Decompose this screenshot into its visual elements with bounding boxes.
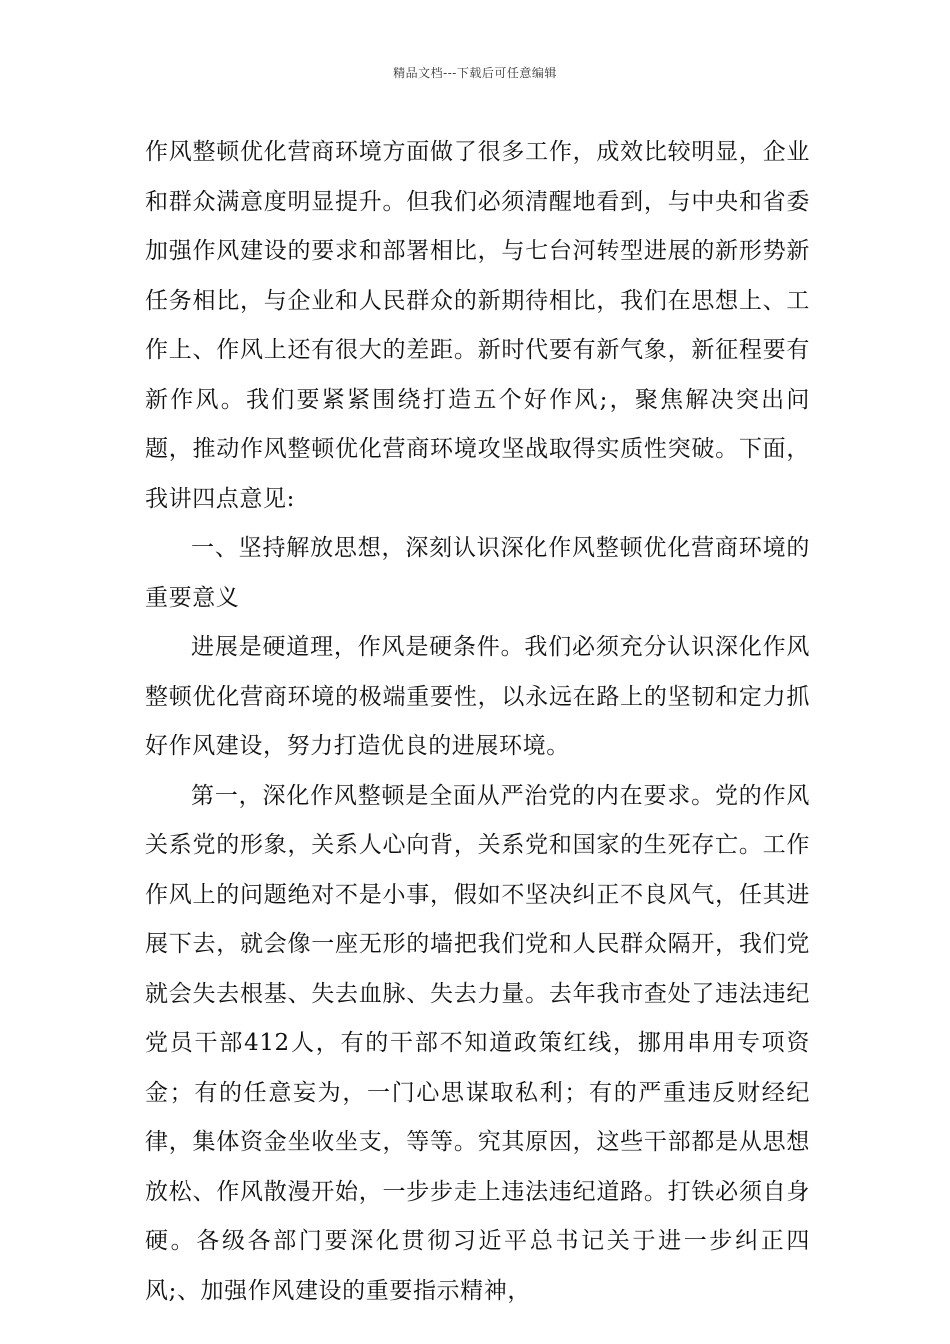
paragraph: 第一，深化作风整顿是全面从严治党的内在要求。党的作风关系党的形象，关系人心向背，关系党和国家的生死存亡。工作作风上的问题绝对不是小事，假如不坚决纠正不良风气，任其进展下去，就会像一座无形的墙把我们党和人民群众隔开，我们党就会失去根基、失去血脉、失去力量。去年我市查处了违法违纪党员干部412人，有的干部不知道政策红线，挪用串用专项资金；有的任意妄为，一门心思谋取私利；有的严重违反财经纪律，集体资金坐收坐支，等等。究其原因，这些干部都是从思想放松、作风散漫开始，一步步走上违法违纪道路。打铁必须自身硬。各级各部门要深化贯彻习近平总书记关于进一步纠正四风;、加强作风建设的重要指示精神， [145, 782, 810, 1304]
section-heading: 一、坚持解放思想，深刻认识深化作风整顿优化营商环境的重要意义 [145, 535, 810, 611]
page-header: 精品文档---下载后可任意编辑 [393, 66, 557, 80]
paragraph: 进展是硬道理，作风是硬条件。我们必须充分认识深化作风整顿优化营商环境的极端重要性，以永远在路上的坚韧和定力抓好作风建设，努力打造优良的进展环境。 [145, 634, 810, 759]
document-body [145, 128, 810, 1316]
paragraph-continued: 作风整顿优化营商环境方面做了很多工作，成效比较明显，企业和群众满意度明显提升。但我们必须清醒地看到，与中央和省委加强作风建设的要求和部署相比，与七台河转型进展的新形势新任务相比，与企业和人民群众的新期待相比，我们在思想上、工作上、作风上还有很大的差距。新时代要有新气象，新征程要有新作风。我们要紧紧围绕打造五个好作风;，聚焦解决突出问题，推动作风整顿优化营商环境攻坚战取得实质性突破。下面，我讲四点意见: [145, 139, 810, 512]
